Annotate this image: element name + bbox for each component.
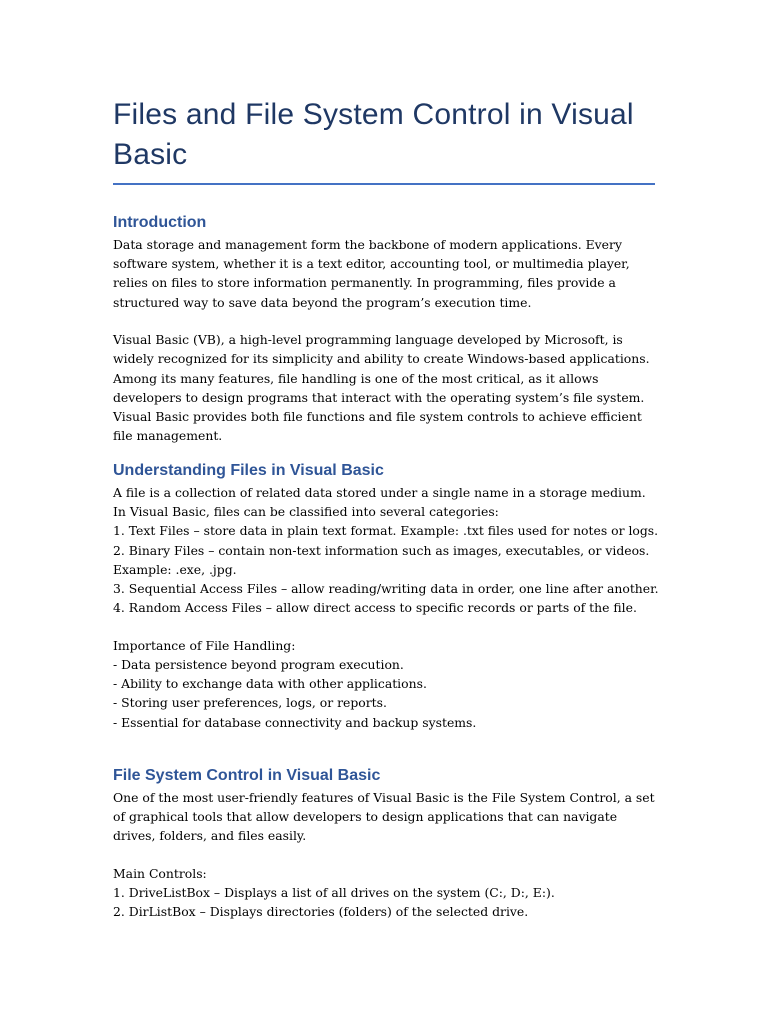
intro-section (113, 212, 658, 445)
fsc-heading: File System Control in Visual Basic (113, 767, 381, 784)
importance-item: - Ability to exchange data with other applications. (113, 676, 427, 692)
document-page (113, 0, 658, 185)
importance-title: Importance of File Handling: (113, 637, 296, 653)
intro-heading: Introduction (113, 214, 207, 231)
importance-item: - Data persistence beyond program execution. (113, 657, 404, 673)
spacer (113, 846, 658, 864)
understanding-paragraph: A file is a collection of related data stored under a single name in a storage medium. In Visual Basic, files can be classified into several categories: (113, 485, 646, 520)
importance-item: - Essential for database connectivity and backup systems. (113, 714, 477, 730)
page-title: Files and File System Control in Visual Basic (113, 98, 634, 171)
understanding-section (113, 460, 658, 732)
file-type-item: 2. Binary Files – contain non-text information such as images, executables, or videos. (113, 542, 650, 558)
spacer (113, 312, 658, 330)
understanding-heading: Understanding Files in Visual Basic (113, 462, 384, 479)
intro-paragraph-1: Data storage and management form the backbone of modern applications. Every software system, whether it is a text editor, accounting tool, or multimedia player, relies on files to store information permanently. In programming, files provide a structured way to save data beyond the program’s execution time. (113, 237, 630, 310)
spacer (113, 617, 658, 635)
fsc-section (113, 765, 658, 922)
file-type-item: 1. Text Files – store data in plain text format. Example: .txt files used for notes or logs. (113, 523, 659, 539)
importance-item: - Storing user preferences, logs, or reports. (113, 695, 387, 711)
intro-paragraph-2: Visual Basic (VB), a high-level programming language developed by Microsoft, is widely recognized for its simplicity and ability to create Windows-based applications. Among its many features, file handling is one of the most critical, as it allows developers to design programs that interact with the operating system’s file system. Visual Basic provides both file functions and file system controls to achieve efficient file management. (113, 332, 650, 444)
file-type-item: 4. Random Access Files – allow direct access to specific records or parts of the file. (113, 600, 637, 616)
title-underline (113, 183, 655, 185)
file-type-item: Example: .exe, .jpg. (113, 561, 237, 577)
file-type-item: 3. Sequential Access Files – allow reading/writing data in order, one line after another. (113, 581, 659, 597)
control-item: 1. DriveListBox – Displays a list of all drives on the system (C:, D:, E:). (113, 885, 555, 901)
main-controls-title: Main Controls: (113, 866, 207, 881)
fsc-paragraph: One of the most user-friendly features of Visual Basic is the File System Control, a set of graphical tools that allow developers to design applications that can navigate drives, folders, and files easily. (113, 790, 655, 844)
control-item: 2. DirListBox – Displays directories (folders) of the selected drive. (113, 904, 529, 920)
